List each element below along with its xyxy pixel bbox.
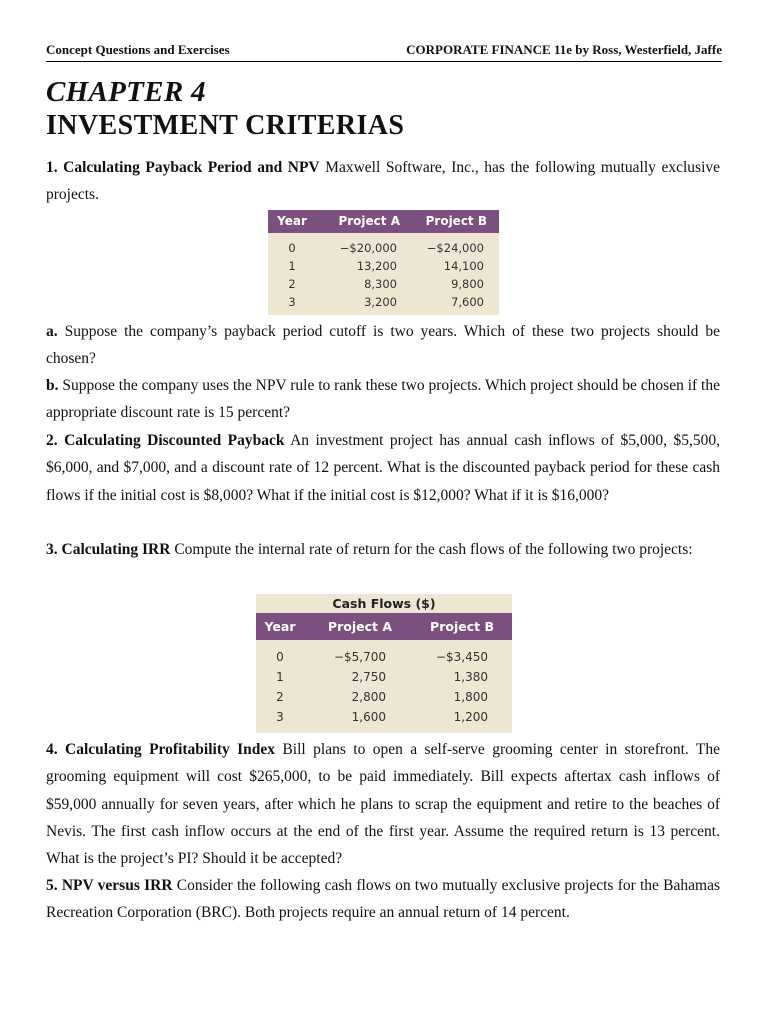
table-1-cell: 8,300 [364,277,397,291]
question-1b-text: Suppose the company uses the NPV rule to rank these two projects. Which project should be chosen if the appropriate discount rate is 15 percent? [46,377,720,422]
table-1-cell: 1 [288,259,296,273]
question-1a-label: a. [46,323,58,340]
table-2-header-year: Year [264,619,296,634]
table-row [268,239,499,257]
question-3-heading: 3. Calculating IRR [46,541,171,558]
question-5 [46,872,720,927]
table-2-cell: 2,800 [351,690,386,704]
question-1-text: Maxwell Software, Inc., has the following mutually exclusive projects. [46,159,721,204]
question-2-text: An investment project has annual cash inflows of $5,000, $5,500, $6,000, and $7,000, and a discount rate of 12 percent. What is the discounted payback period for these cash flows if the initial cost is $8,000? What if the initial cost is $12,000? What if it is $16,000? [46,432,720,504]
question-1b [46,372,720,427]
table-row [256,707,512,727]
table-1-header-year: Year [277,214,307,228]
table-1-header [268,210,499,233]
table-1-cell: 3,200 [364,295,397,309]
table-2-cell: −$5,700 [333,650,386,664]
table-1-cell: 2 [288,277,296,291]
question-1a [46,318,720,373]
table-2-cell: 1,380 [453,670,488,684]
table-1-cell: 7,600 [451,295,484,309]
question-1 [46,154,720,209]
table-2-cell: 1 [276,670,284,684]
question-5-heading: 5. NPV versus IRR [46,877,173,894]
table-2-cell: 1,600 [351,710,386,724]
table-1-cell: −$24,000 [426,241,484,255]
question-1a-text: Suppose the company’s payback period cutoff is two years. Which of these two projects should be chosen? [46,323,720,368]
question-4-heading: 4. Calculating Profitability Index [46,741,276,758]
table-2-cell: 2 [276,690,284,704]
table-row [268,293,499,311]
question-3-text: Compute the internal rate of return for the cash flows of the following two projects: [170,541,693,558]
table-1-cell: 9,800 [451,277,484,291]
question-1b-label: b. [46,377,59,394]
chapter-label: CHAPTER 4 [46,76,206,108]
table-2-cell: 2,750 [351,670,386,684]
table-row [256,687,512,707]
header-left: Concept Questions and Exercises [46,42,230,57]
table-2-header [256,613,512,640]
question-4-text: Bill plans to open a self-serve grooming center in storefront. The grooming equipment will cost $265,000, to be paid immediately. Bill expects aftertax cash inflows of $59,000 annually for seven years, after which he plans to scrap the equipment and retire to the beaches of Nevis. The first cash inflow occurs at the end of the first year. Assume the required return is 13 percent. What is the project’s PI? Should it be accepted? [46,741,720,868]
table-1-cell: 14,100 [443,259,484,273]
page-header [46,42,722,62]
table-row [256,647,512,667]
table-2-cell: 0 [276,650,284,664]
table-row [268,275,499,293]
question-4 [46,736,720,872]
table-2-header-project-b: Project B [430,619,494,634]
question-2-heading: 2. Calculating Discounted Payback [46,432,285,449]
table-1-cell: 0 [288,241,296,255]
table-2-cell: −$3,450 [435,650,488,664]
table-1 [268,210,499,315]
table-1-cell: 3 [288,295,296,309]
table-2-cell: 3 [276,710,284,724]
table-row [268,257,499,275]
question-1-heading: 1. Calculating Payback Period and NPV [46,159,320,176]
table-2-cell: 1,800 [453,690,488,704]
table-1-cell: 13,200 [356,259,397,273]
question-2 [46,427,720,509]
chapter-title: INVESTMENT CRITERIAS [46,110,405,141]
question-3 [46,536,720,563]
table-2 [256,594,512,733]
header-right: CORPORATE FINANCE 11e by Ross, Westerfield, Jaffe [406,42,722,57]
table-1-header-project-b: Project B [425,214,487,228]
table-2-caption: Cash Flows ($) [332,596,436,611]
table-1-header-project-a: Project A [338,214,400,228]
table-row [256,667,512,687]
table-1-cell: −$20,000 [339,241,397,255]
question-5-text: Consider the following cash flows on two mutually exclusive projects for the Bahamas Recreation Corporation (BRC). Both projects require an annual return of 14 percent. [46,877,720,922]
table-2-header-project-a: Project A [327,619,392,634]
table-2-cell: 1,200 [453,710,488,724]
